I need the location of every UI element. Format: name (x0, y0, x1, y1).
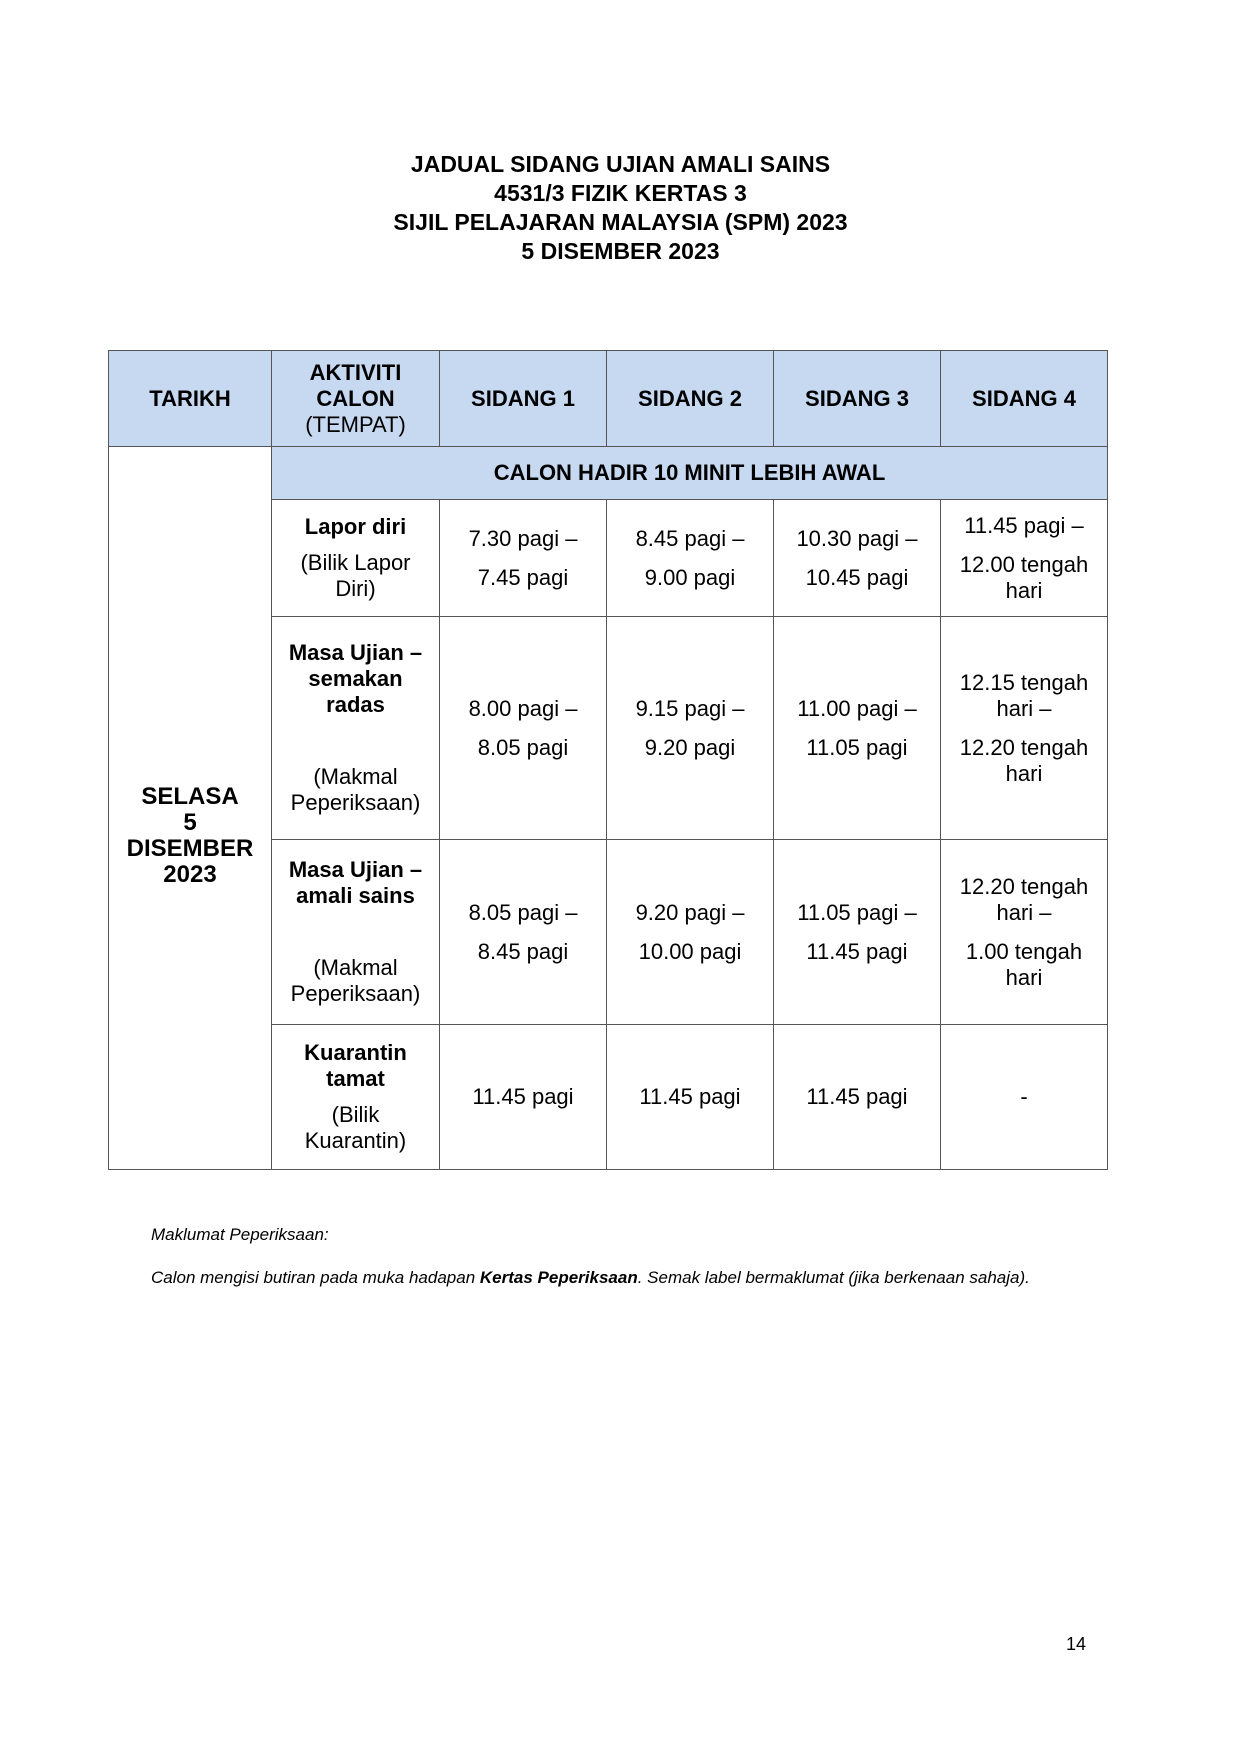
activity-place: (Bilik Lapor Diri) (300, 550, 411, 601)
notes-heading: Maklumat Peperiksaan: (151, 1225, 329, 1244)
title-line-4: 5 DISEMBER 2023 (521, 238, 720, 264)
time-end: 12.00 tengah hari (959, 551, 1089, 603)
title-line-2: 4531/3 FIZIK KERTAS 3 (494, 180, 747, 206)
header-sidang-4: SIDANG 4 (941, 351, 1108, 447)
header-sidang-2: SIDANG 2 (607, 351, 774, 447)
date-year: 2023 (163, 861, 217, 888)
time-start: 11.05 pagi – (797, 899, 917, 925)
header-activity-line1: AKTIVITI (309, 359, 402, 385)
notes-body-pre: Calon mengisi butiran pada muka hadapan (151, 1268, 480, 1287)
time-end: 9.00 pagi (644, 564, 736, 590)
activity-name: Masa Ujian – amali sains (288, 857, 423, 908)
time-end: 9.20 pagi (644, 734, 736, 760)
notice-banner: CALON HADIR 10 MINIT LEBIH AWAL (272, 447, 1108, 500)
time-start: 8.45 pagi – (635, 525, 745, 551)
time-cell-sidang-2 (607, 840, 774, 1025)
schedule-table (108, 350, 1108, 1170)
time-end: 10.45 pagi (805, 564, 909, 590)
time-start: 7.30 pagi – (468, 525, 578, 551)
date-cell (109, 447, 272, 1170)
time-start: 12.15 tengah hari – (959, 669, 1089, 721)
activity-cell (272, 840, 440, 1025)
activity-name: Lapor diri (304, 514, 407, 539)
time-cell-sidang-3 (774, 500, 941, 617)
time-cell-sidang-3 (774, 617, 941, 840)
time-cell-sidang-4 (941, 617, 1108, 840)
date-day: SELASA (141, 783, 239, 810)
time-start: 9.20 pagi – (635, 899, 745, 925)
date-month: DISEMBER (126, 835, 254, 862)
title-line-1: JADUAL SIDANG UJIAN AMALI SAINS (410, 151, 831, 177)
time-end: 10.00 pagi (638, 938, 742, 964)
time-cell-sidang-3: 11.45 pagi (774, 1025, 941, 1170)
header-activity (272, 351, 440, 447)
notes-body (151, 1267, 1091, 1289)
table-header-row (109, 351, 1108, 447)
time-cell-sidang-2: 11.45 pagi (607, 1025, 774, 1170)
header-activity-line2: CALON (316, 385, 395, 411)
time-end: 12.20 tengah hari (959, 734, 1089, 786)
activity-name: Masa Ujian – semakan radas (288, 640, 423, 717)
activity-name: Kuarantin tamat (304, 1040, 407, 1091)
document-title (0, 150, 1241, 266)
time-cell-sidang-2 (607, 500, 774, 617)
time-end: 11.45 pagi (806, 938, 908, 964)
header-sidang-1: SIDANG 1 (440, 351, 607, 447)
time-start: 12.20 tengah hari – (959, 873, 1089, 925)
time-cell-sidang-1 (440, 840, 607, 1025)
time-start: 9.15 pagi – (635, 695, 745, 721)
time-end: 8.05 pagi (477, 734, 569, 760)
time-end: 1.00 tengah hari (965, 938, 1083, 990)
page-number: 14 (1066, 1634, 1087, 1654)
title-line-3: SIJIL PELAJARAN MALAYSIA (SPM) 2023 (393, 209, 848, 235)
time-cell-sidang-4: - (941, 1025, 1108, 1170)
activity-place: (Bilik Kuarantin) (304, 1102, 407, 1153)
time-end: 8.45 pagi (477, 938, 569, 964)
activity-place: (Makmal Peperiksaan) (290, 764, 421, 815)
header-activity-place: (TEMPAT) (305, 411, 406, 437)
time-start: 8.00 pagi – (468, 695, 578, 721)
time-start: 8.05 pagi – (468, 899, 578, 925)
date-num: 5 (183, 809, 197, 836)
time-end: 11.05 pagi (806, 734, 908, 760)
activity-cell (272, 617, 440, 840)
time-cell-sidang-2 (607, 617, 774, 840)
time-start: 11.00 pagi – (797, 695, 917, 721)
time-start: 10.30 pagi – (796, 525, 918, 551)
notes-body-bold: Kertas Peperiksaan (479, 1268, 638, 1287)
time-cell-sidang-3 (774, 840, 941, 1025)
time-start: 11.45 pagi – (964, 512, 1084, 538)
time-cell-sidang-1 (440, 617, 607, 840)
time-end: 7.45 pagi (477, 564, 569, 590)
time-cell-sidang-4 (941, 840, 1108, 1025)
notice-row (109, 447, 1108, 500)
time-cell-sidang-1: 11.45 pagi (440, 1025, 607, 1170)
notes-body-post: . Semak label bermaklumat (jika berkenaan sahaja). (637, 1268, 1030, 1287)
header-date: TARIKH (109, 351, 272, 447)
header-sidang-3: SIDANG 3 (774, 351, 941, 447)
activity-cell (272, 500, 440, 617)
time-cell-sidang-4 (941, 500, 1108, 617)
activity-cell (272, 1025, 440, 1170)
activity-place: (Makmal Peperiksaan) (290, 955, 421, 1006)
time-cell-sidang-1 (440, 500, 607, 617)
